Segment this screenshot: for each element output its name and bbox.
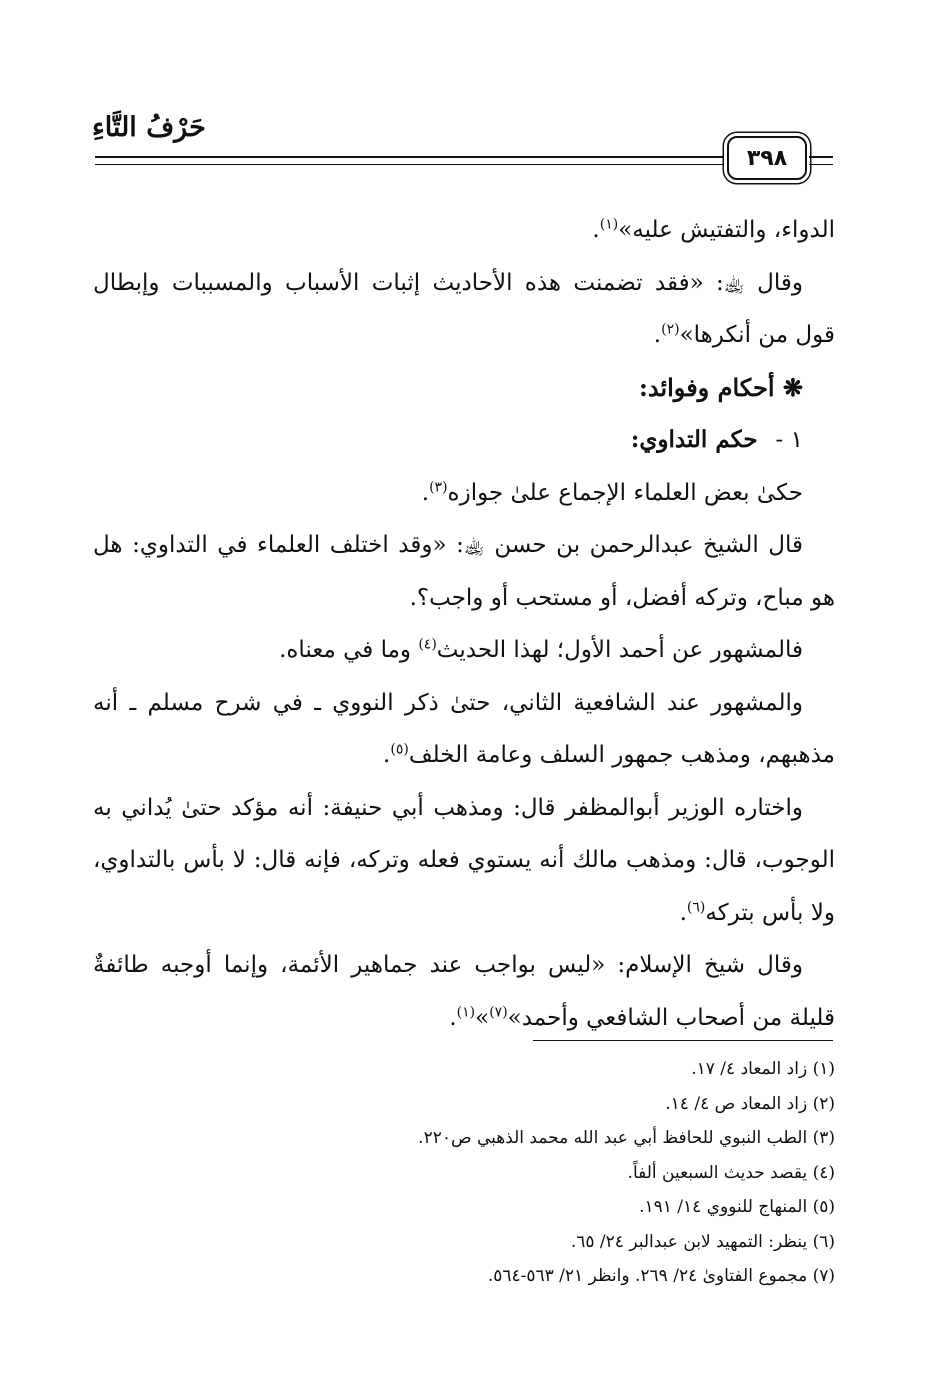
footnote: (٧) مجموع الفتاوىٰ ٢٤/ ٢٦٩. وانظر ٢١/ ٥٦٣-٥٦٤. <box>487 1266 835 1286</box>
paragraph: حكىٰ بعض العلماء الإجماع علىٰ جوازه$^{(٣)}$. <box>421 478 803 506</box>
footnote: (١) زاد المعاد ٤/ ١٧. <box>691 1059 835 1079</box>
footnote: (٢) زاد المعاد ص ٤/ ١٤. <box>665 1093 835 1114</box>
header-rule <box>95 145 833 178</box>
footnote-ref: (٢) <box>661 321 680 338</box>
footnote-divider <box>533 1040 833 1041</box>
footnotes <box>93 1052 835 1294</box>
footnote-ref: (٥) <box>390 741 409 758</box>
running-title: حَرْفُ التَّاءِ <box>92 112 206 143</box>
paragraph: والمشهور عند الشافعية الثاني، حتىٰ ذكر النووي ـ في شرح مسلم ـ أنه مذهبهم، ومذهب جمهور السلف وعامة الخلف$^{(٥)}$. <box>93 689 835 768</box>
footnote: (٤) يقصد حديث السبعين ألفاً. <box>627 1162 835 1183</box>
sub-heading <box>93 414 835 467</box>
section-heading: ❋ أحكام وفوائد: <box>638 372 803 402</box>
header-rule-line <box>809 164 833 165</box>
paragraph: الدواء، والتفتيش عليه»$^{(١)}$. <box>592 216 835 243</box>
footnote-ref: (٤) <box>418 636 437 653</box>
sub-heading-number: ١ - <box>775 427 803 453</box>
sub-heading-title: حكم التداوي: <box>630 426 758 453</box>
paragraph: واختاره الوزير أبوالمظفر قال: ومذهب أبي حنيفة: أنه مؤكد حتىٰ يُداني به الوجوب، قال: ومذهب مالك أنه يستوي فعله وتركه، فإنه قال: لا بأس بالتداوي، ولا بأس بتركه$^{(٦)}$. <box>93 794 835 926</box>
footnote-ref: (١) <box>456 1003 476 1020</box>
footnote: (٦) ينظر: التمهيد لابن عبدالبر ٢٤/ ٦٥. <box>570 1231 835 1252</box>
footnote-ref: (٧) <box>489 1003 508 1020</box>
footnote: (٣) الطب النبوي للحافظ أبي عبد الله محمد الذهبي ص٢٢٠. <box>418 1128 835 1148</box>
header-rule-line <box>95 156 723 158</box>
paragraph: وقال ﵀: «فقد تضمنت هذه الأحاديث إثبات الأسباب والمسببات وإبطال قول من أنكرها»$^{(٢)}$. <box>93 269 835 348</box>
footnote: (٥) المنهاج للنووي ١٤/ ١٩١. <box>639 1197 835 1217</box>
main-text <box>93 204 835 1044</box>
header-rule-line <box>809 156 833 158</box>
header-rule-line <box>95 164 723 165</box>
page-number: ٣٩٨ <box>727 136 807 180</box>
footnote-ref: (٣) <box>429 478 448 495</box>
paragraph: قال الشيخ عبدالرحمن بن حسن ﵀: «وقد اختلف العلماء في التداوي: هل هو مباح، وتركه أفضل، أو مستحب أو واجب؟. <box>93 532 835 611</box>
paragraph: وقال شيخ الإسلام: «ليس بواجب عند جماهير الأئمة، وإنما أوجبه طائفةٌ قليلة من أصحاب الشافعي وأحمد»$^{(٧)}$»$^{(١)}$. <box>93 952 835 1031</box>
footnote-ref: (٦) <box>686 898 706 915</box>
footnote-ref: (١) <box>599 216 619 233</box>
paragraph: فالمشهور عن أحمد الأول؛ لهذا الحديث$^{(٤)}$ وما في معناه. <box>279 636 803 663</box>
